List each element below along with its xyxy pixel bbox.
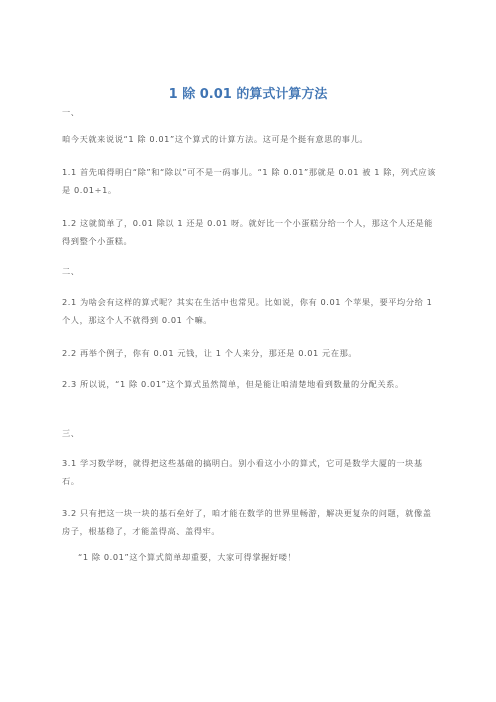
paragraph-intro: 咱今天就来说说“1 除 0.01”这个算式的计算方法。这可是个挺有意思的事儿。 (62, 134, 369, 144)
paragraph-2-2: 2.2 再举个例子，你有 0.01 元钱，让 1 个人来分，那还是 0.01 元在那。 (62, 348, 358, 358)
paragraph-3-2: 3.2 只有把这一块一块的基石垒好了，咱才能在数学的世界里畅游，解决更复杂的问题，就像盖房子，根基稳了，才能盖得高、盖得牢。 (62, 508, 432, 536)
paragraph-1-2: 1.2 这就简单了，0.01 除以 1 还是 0.01 呀。就好比一个小蛋糕分给一个人，那这个人还是能得到整个小蛋糕。 (62, 218, 434, 246)
paragraph-conclusion: “1 除 0.01”这个算式简单却重要，大家可得掌握好喽！ (78, 552, 297, 562)
section-heading-1: 一、 (62, 107, 80, 117)
paragraph-2-1: 2.1 为啥会有这样的算式呢？其实在生活中也常见。比如说，你有 0.01 个苹果，要平均分给 1 个人，那这个人不就得到 0.01 个嘛。 (62, 297, 433, 325)
section-heading-3: 三、 (62, 428, 80, 438)
section-heading-2: 二、 (62, 266, 80, 276)
paragraph-1-1: 1.1 首先咱得明白“除”和“除以”可不是一码事儿。“1 除 0.01”那就是 0.01 被 1 除，列式应该是 0.01÷1。 (62, 167, 437, 195)
document-title: 1 除 0.01 的算式计算方法 (168, 87, 328, 102)
paragraph-2-3: 2.3 所以说，“1 除 0.01”这个算式虽然简单，但是能让咱清楚地看到数量的分配关系。 (62, 379, 404, 389)
paragraph-3-1: 3.1 学习数学呀，就得把这些基础的搞明白。别小看这小小的算式，它可是数学大厦的一块基石。 (62, 458, 423, 486)
